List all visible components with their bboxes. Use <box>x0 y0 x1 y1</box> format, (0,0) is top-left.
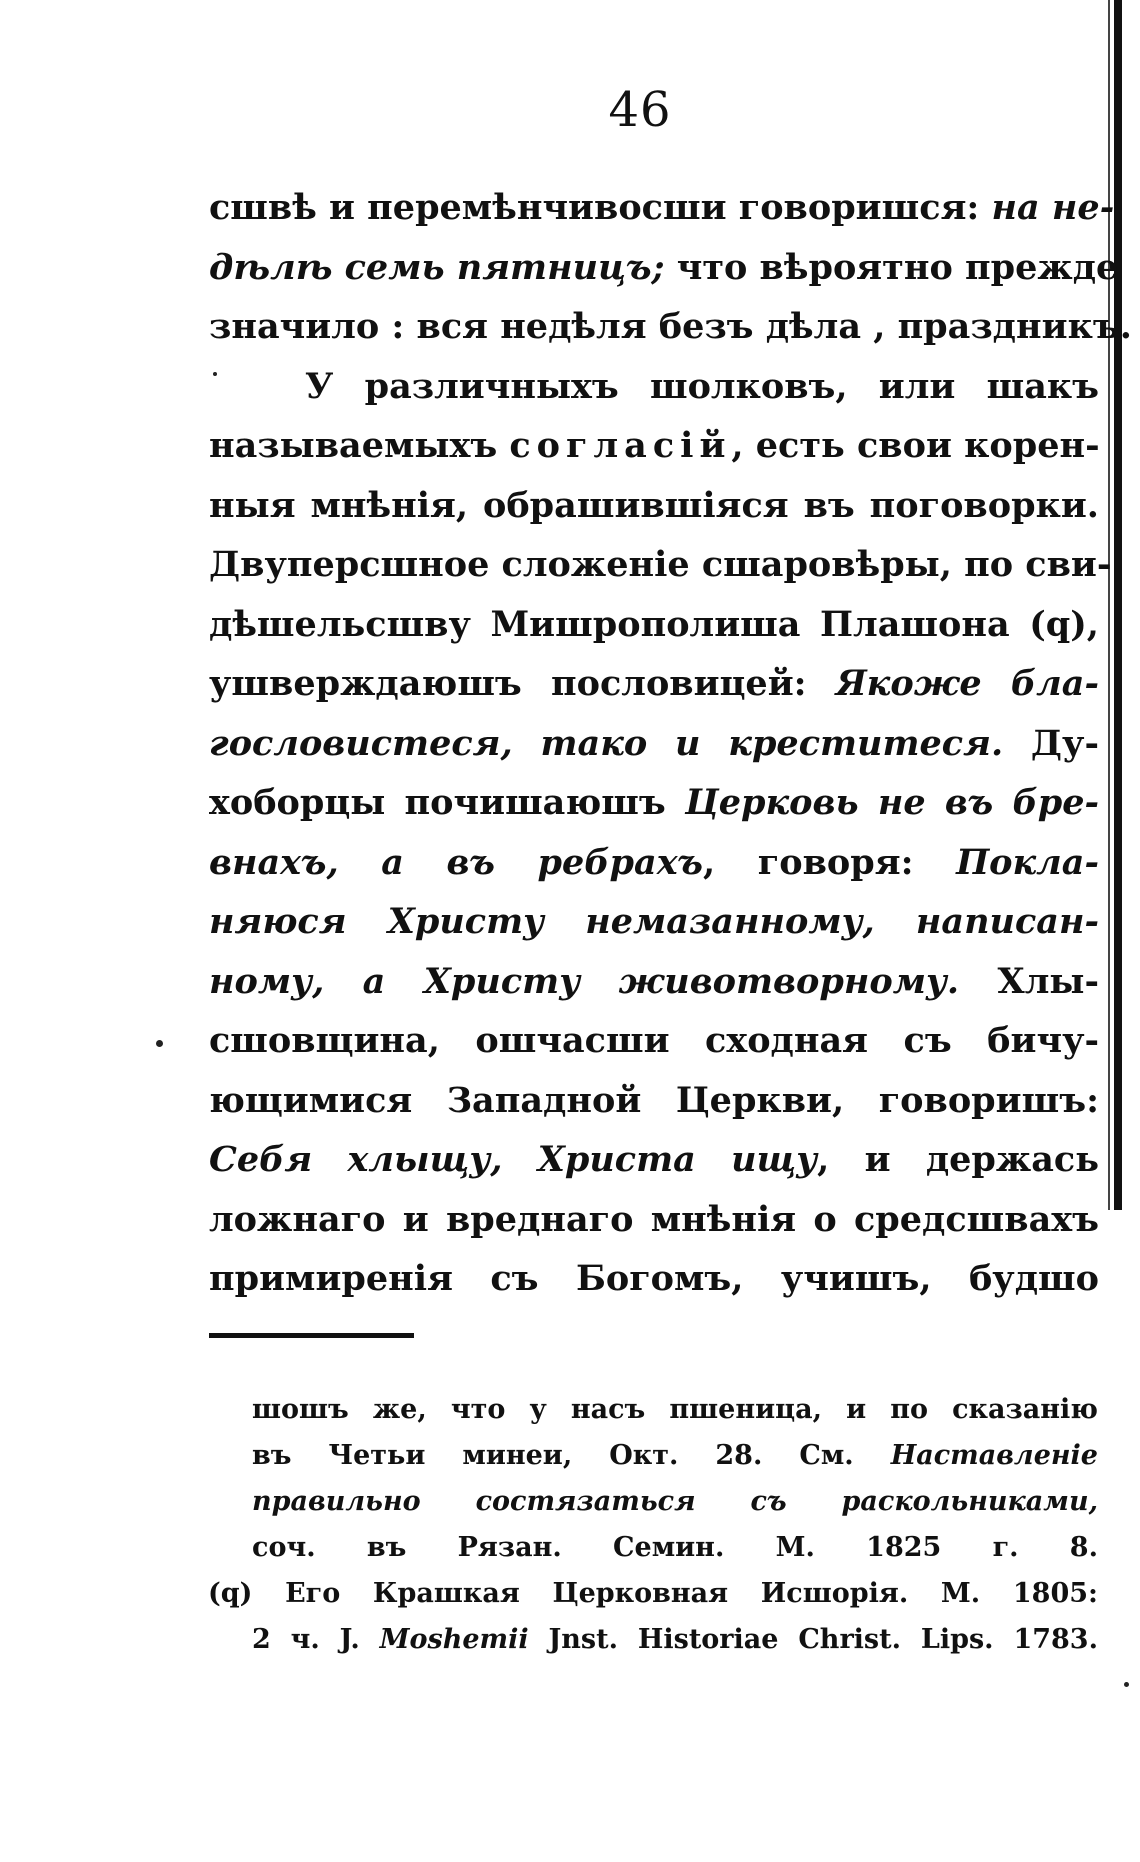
body-line <box>209 178 1115 238</box>
body-text-run: ложнаго и вреднаго мнѣнія о средсшвахъ <box>209 1198 1099 1240</box>
footnote-text-run: Jnst. Historiae Christ. Lips. 1783. <box>528 1624 1098 1655</box>
body-line <box>209 238 1119 298</box>
body-text-run: Себя хлыщу, Христа ищу <box>209 1139 818 1180</box>
body-line <box>209 1011 1099 1071</box>
footnote-line <box>252 1525 1098 1571</box>
body-text-run: на не- <box>991 187 1115 228</box>
body-text-run: , и держась <box>817 1139 1099 1180</box>
body-line <box>209 1071 1099 1131</box>
ink-speck <box>156 1040 163 1047</box>
body-text-run: Ду- <box>1003 722 1099 764</box>
body-line <box>209 1249 1099 1309</box>
body-text-run: сшвѣ и перемѣнчивосши говоришся: <box>209 187 992 228</box>
body-text-run: Двуперсшное сложеніе сшаровѣры, по сви- <box>209 544 1112 585</box>
page-edge-bar <box>1114 0 1122 1210</box>
footnote-line <box>252 1617 1098 1663</box>
footnote-line <box>252 1479 1098 1525</box>
body-line <box>209 476 1099 536</box>
body-text-run: Якоже бла- <box>835 663 1099 704</box>
footnote-line <box>252 1433 1098 1479</box>
body-text-run: гословистеся, тако и креститеся. <box>209 722 1004 764</box>
body-text-run: , есть свои корен- <box>731 425 1100 466</box>
body-text-run: У различныхъ шолковъ, или шакъ <box>305 365 1099 407</box>
body-text-run: Хлы- <box>959 960 1099 1002</box>
body-text-run: ному, а Христу животворному. <box>209 960 960 1002</box>
body-line <box>209 416 1099 476</box>
footnote-text-run: шошъ же, что у насъ пшеница, и по сказанію <box>252 1394 1098 1425</box>
body-line <box>209 714 1099 774</box>
body-line <box>209 773 1099 833</box>
body-text-run: хоборцы почишаюшъ <box>209 782 685 823</box>
body-text-run: Покла- <box>956 841 1100 883</box>
footnote-text-run: правильно состязаться съ раскольниками, <box>252 1486 1098 1517</box>
footnote-text-run: соч. въ Рязан. Семин. М. 1825 г. 8. <box>252 1532 1098 1563</box>
body-text-run: ныя мнѣнія, обрашившіяся въ поговорки. <box>209 484 1099 526</box>
footnote-text-run: Наставленіе <box>890 1440 1098 1471</box>
footnote-text-run: (q) Его Крашкая Церковная Исшорія. М. 1805: <box>208 1578 1098 1609</box>
body-line <box>209 1130 1099 1190</box>
footnotes <box>208 1387 1098 1663</box>
body-text-run: сшовщина, ошчасши сходная съ бичу- <box>209 1020 1099 1061</box>
body-text-run: согласій <box>509 425 732 466</box>
body-text-run: примиренія съ Богомъ, учишъ, будшо <box>209 1258 1099 1299</box>
footnote-text-run: Moshemii <box>379 1624 529 1655</box>
body-line <box>209 1190 1099 1250</box>
body-line <box>209 833 1099 893</box>
body-line <box>209 535 1112 595</box>
body-text-run: няюся Христу немазанному, написан- <box>209 901 1099 942</box>
ink-speck <box>1124 1682 1129 1687</box>
body-text-run: дѣлѣ семь пятницъ; <box>209 246 665 288</box>
body-text-run: внахъ, а въ ребрахъ <box>209 841 704 883</box>
footnote-line <box>252 1387 1098 1433</box>
body-text-run: ушверждаюшъ пословицей: <box>209 663 836 704</box>
footnote-line <box>208 1571 1098 1617</box>
body-text-run: , говоря: <box>703 841 957 883</box>
page-edge-shadow <box>1108 0 1110 1210</box>
body-line <box>209 892 1099 952</box>
body-text-run: ющимися Западной Церкви, говоришъ: <box>209 1079 1099 1121</box>
body-line <box>209 595 1099 655</box>
footnote-text-run: въ Четьи минеи, Окт. 28. См. <box>252 1440 891 1471</box>
body-line <box>209 297 1132 357</box>
main-text <box>209 178 1132 1309</box>
body-text-run: называемыхъ <box>209 425 510 466</box>
page-number: 46 <box>608 82 672 138</box>
body-line <box>209 357 1099 417</box>
body-line <box>209 952 1099 1012</box>
body-text-run: Церковь не въ бре- <box>684 782 1100 823</box>
body-line <box>209 654 1099 714</box>
body-text-run: значило : вся недѣля безъ дѣла , праздникъ. <box>209 306 1132 347</box>
body-text-run: что вѣроятно прежде <box>664 246 1119 288</box>
body-text-run: дѣшельсшву Мишрополиша Плашона (q), <box>209 603 1099 645</box>
footnote-text-run: 2 ч. J. <box>252 1624 380 1655</box>
footnote-rule <box>209 1333 414 1338</box>
